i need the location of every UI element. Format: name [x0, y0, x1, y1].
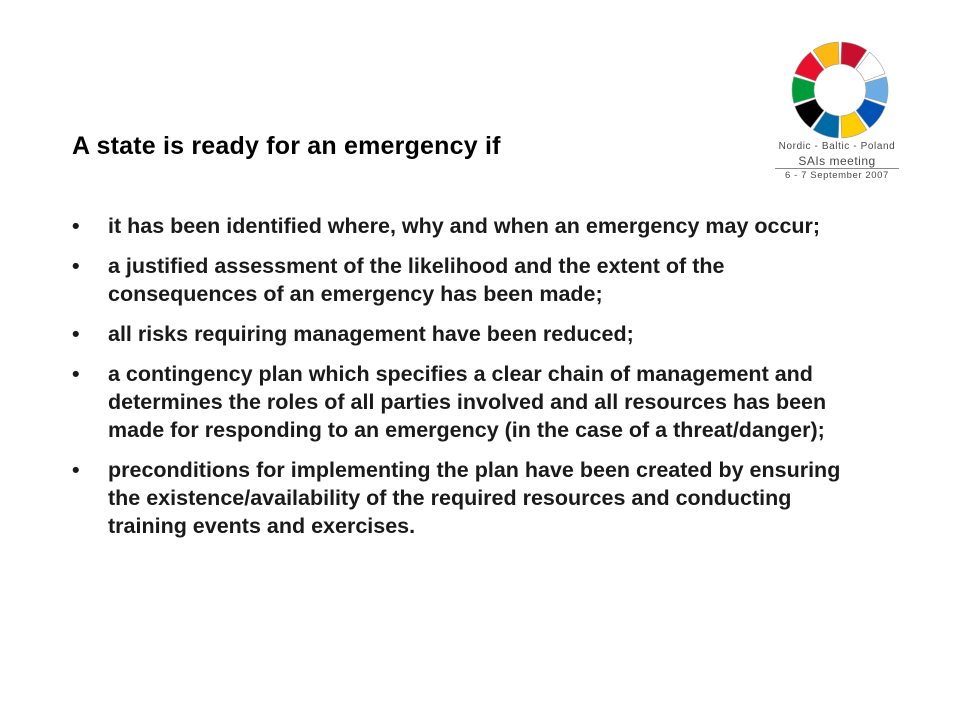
logo-divider: [775, 168, 899, 169]
bullet-dot: •: [72, 362, 80, 386]
logo-text-countries: Nordic - Baltic - Poland: [778, 141, 896, 152]
bullet-text: it has been identified where, why and when an emergency may occur;: [108, 214, 821, 238]
bullet-item: [72, 360, 872, 444]
logo-ring-segment: [865, 77, 888, 103]
bullet-item: [72, 212, 872, 240]
bullet-item: [72, 320, 872, 348]
bullet-dot: •: [72, 458, 80, 482]
bullet-dot: •: [72, 214, 80, 238]
bullet-item: [72, 456, 872, 540]
bullet-dot: •: [72, 254, 80, 278]
slide-title: A state is ready for an emergency if: [72, 132, 501, 160]
logo-ring-segment: [792, 77, 815, 103]
bullet-list: [72, 212, 872, 552]
bullet-item: [72, 252, 872, 308]
bullet-text: preconditions for implementing the plan have been created by ensuring the existence/availability of the required resources and conducting training events and exercises.: [108, 458, 841, 538]
bullet-text: a justified assessment of the likelihood and the extent of the consequences of an emergency has been made;: [108, 254, 725, 306]
logo-text-date: 6 - 7 September 2007: [785, 170, 889, 181]
logo-text-event: SAIs meeting: [798, 154, 876, 168]
bullet-dot: •: [72, 322, 80, 346]
bullet-text: all risks requiring management have been reduced;: [108, 322, 634, 346]
bullet-text: a contingency plan which specifies a clear chain of management and determines the roles of all parties involved and all resources has been made for responding to an emergency (in the case of a threat/danger);: [108, 362, 827, 442]
